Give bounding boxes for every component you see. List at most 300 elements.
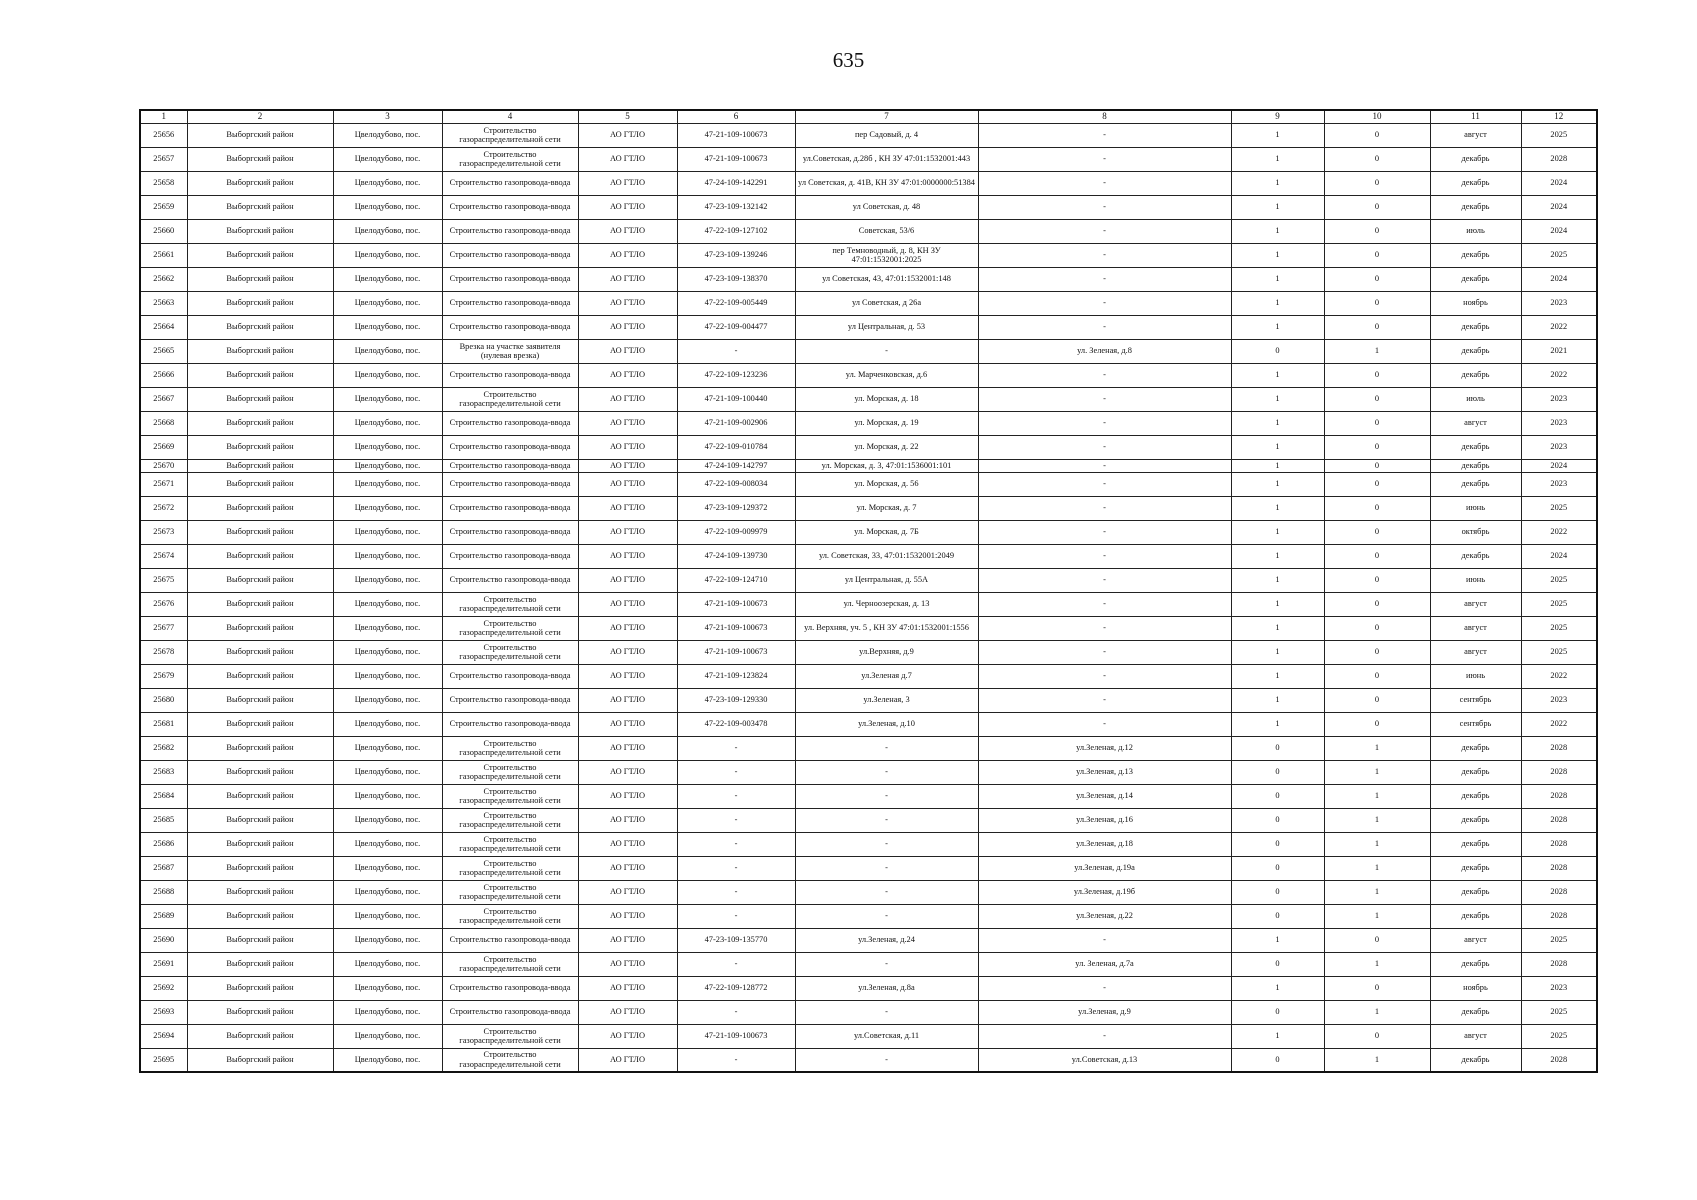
year-cell: 2025 bbox=[1521, 496, 1597, 520]
work-type-cell: Строительство газопровода-ввода bbox=[442, 472, 578, 496]
row-number-cell: 25693 bbox=[140, 1000, 187, 1024]
table-row bbox=[140, 195, 1597, 219]
contract-number-cell: 47-21-109-100673 bbox=[677, 592, 795, 616]
column-header: 6 bbox=[677, 110, 795, 123]
count-cell-b: 0 bbox=[1324, 195, 1430, 219]
table-row bbox=[140, 363, 1597, 387]
work-type-cell: Строительство газопровода-ввода bbox=[442, 291, 578, 315]
address-cell: пер Темноводный, д. 8, КН ЗУ 47:01:1532001:2025 bbox=[795, 243, 978, 267]
district-cell: Выборгский район bbox=[187, 195, 333, 219]
row-number-cell: 25656 bbox=[140, 123, 187, 147]
work-type-cell: Строительство газопровода-ввода bbox=[442, 568, 578, 592]
row-number-cell: 25659 bbox=[140, 195, 187, 219]
count-cell-b: 1 bbox=[1324, 1000, 1430, 1024]
work-type-cell: Строительство газопровода-ввода bbox=[442, 267, 578, 291]
district-cell: Выборгский район bbox=[187, 832, 333, 856]
connection-address-cell: - bbox=[978, 520, 1231, 544]
count-cell-b: 1 bbox=[1324, 760, 1430, 784]
table-row bbox=[140, 640, 1597, 664]
work-type-cell: Строительство газопровода-ввода bbox=[442, 496, 578, 520]
year-cell: 2028 bbox=[1521, 784, 1597, 808]
month-cell: август bbox=[1430, 928, 1521, 952]
address-cell: ул.Зеленая д.7 bbox=[795, 664, 978, 688]
organization-cell: АО ГТЛО bbox=[578, 952, 677, 976]
month-cell: октябрь bbox=[1430, 520, 1521, 544]
settlement-cell: Цвелодубово, пос. bbox=[333, 219, 442, 243]
table-row bbox=[140, 1048, 1597, 1072]
table-row bbox=[140, 472, 1597, 496]
district-cell: Выборгский район bbox=[187, 880, 333, 904]
address-cell: ул Советская, д. 48 bbox=[795, 195, 978, 219]
count-cell-b: 0 bbox=[1324, 387, 1430, 411]
address-cell: ул. Советская, 33, 47:01:1532001:2049 bbox=[795, 544, 978, 568]
table-row bbox=[140, 267, 1597, 291]
row-number-cell: 25682 bbox=[140, 736, 187, 760]
contract-number-cell: - bbox=[677, 808, 795, 832]
column-header: 8 bbox=[978, 110, 1231, 123]
address-cell: ул. Морская, д. 22 bbox=[795, 435, 978, 459]
connection-address-cell: ул.Зеленая, д.16 bbox=[978, 808, 1231, 832]
count-cell-a: 0 bbox=[1231, 808, 1324, 832]
settlement-cell: Цвелодубово, пос. bbox=[333, 784, 442, 808]
count-cell-b: 0 bbox=[1324, 976, 1430, 1000]
organization-cell: АО ГТЛО bbox=[578, 1048, 677, 1072]
connection-address-cell: - bbox=[978, 616, 1231, 640]
contract-number-cell: - bbox=[677, 904, 795, 928]
work-type-cell: Строительство газораспределительной сети bbox=[442, 904, 578, 928]
contract-number-cell: - bbox=[677, 784, 795, 808]
count-cell-a: 1 bbox=[1231, 928, 1324, 952]
count-cell-b: 0 bbox=[1324, 616, 1430, 640]
year-cell: 2024 bbox=[1521, 219, 1597, 243]
row-number-cell: 25660 bbox=[140, 219, 187, 243]
row-number-cell: 25688 bbox=[140, 880, 187, 904]
connection-address-cell: - bbox=[978, 592, 1231, 616]
work-type-cell: Строительство газопровода-ввода bbox=[442, 243, 578, 267]
year-cell: 2025 bbox=[1521, 243, 1597, 267]
count-cell-b: 1 bbox=[1324, 784, 1430, 808]
row-number-cell: 25687 bbox=[140, 856, 187, 880]
district-cell: Выборгский район bbox=[187, 123, 333, 147]
month-cell: декабрь bbox=[1430, 315, 1521, 339]
settlement-cell: Цвелодубово, пос. bbox=[333, 267, 442, 291]
column-header: 1 bbox=[140, 110, 187, 123]
count-cell-a: 1 bbox=[1231, 592, 1324, 616]
organization-cell: АО ГТЛО bbox=[578, 339, 677, 363]
district-cell: Выборгский район bbox=[187, 952, 333, 976]
month-cell: август bbox=[1430, 411, 1521, 435]
organization-cell: АО ГТЛО bbox=[578, 616, 677, 640]
month-cell: декабрь bbox=[1430, 808, 1521, 832]
organization-cell: АО ГТЛО bbox=[578, 267, 677, 291]
year-cell: 2025 bbox=[1521, 616, 1597, 640]
settlement-cell: Цвелодубово, пос. bbox=[333, 171, 442, 195]
district-cell: Выборгский район bbox=[187, 760, 333, 784]
settlement-cell: Цвелодубово, пос. bbox=[333, 544, 442, 568]
connection-address-cell: ул. Зеленая, д.8 bbox=[978, 339, 1231, 363]
count-cell-b: 1 bbox=[1324, 880, 1430, 904]
address-cell: ул.Советская, д.28б , КН ЗУ 47:01:1532001:443 bbox=[795, 147, 978, 171]
count-cell-a: 1 bbox=[1231, 472, 1324, 496]
address-cell: - bbox=[795, 856, 978, 880]
address-cell: ул.Зеленая, д.24 bbox=[795, 928, 978, 952]
row-number-cell: 25670 bbox=[140, 459, 187, 472]
count-cell-a: 1 bbox=[1231, 544, 1324, 568]
organization-cell: АО ГТЛО bbox=[578, 568, 677, 592]
table-row bbox=[140, 688, 1597, 712]
organization-cell: АО ГТЛО bbox=[578, 387, 677, 411]
table-row bbox=[140, 123, 1597, 147]
month-cell: декабрь bbox=[1430, 459, 1521, 472]
settlement-cell: Цвелодубово, пос. bbox=[333, 928, 442, 952]
month-cell: декабрь bbox=[1430, 952, 1521, 976]
settlement-cell: Цвелодубово, пос. bbox=[333, 496, 442, 520]
month-cell: август bbox=[1430, 592, 1521, 616]
settlement-cell: Цвелодубово, пос. bbox=[333, 291, 442, 315]
table-row bbox=[140, 1000, 1597, 1024]
connection-address-cell: ул.Зеленая, д.9 bbox=[978, 1000, 1231, 1024]
table-row bbox=[140, 880, 1597, 904]
address-cell: ул. Черноозерская, д. 13 bbox=[795, 592, 978, 616]
organization-cell: АО ГТЛО bbox=[578, 760, 677, 784]
count-cell-a: 1 bbox=[1231, 291, 1324, 315]
row-number-cell: 25679 bbox=[140, 664, 187, 688]
organization-cell: АО ГТЛО bbox=[578, 664, 677, 688]
contract-number-cell: 47-21-109-002906 bbox=[677, 411, 795, 435]
address-cell: - bbox=[795, 784, 978, 808]
row-number-cell: 25691 bbox=[140, 952, 187, 976]
table-row bbox=[140, 616, 1597, 640]
row-number-cell: 25683 bbox=[140, 760, 187, 784]
count-cell-a: 1 bbox=[1231, 387, 1324, 411]
year-cell: 2021 bbox=[1521, 339, 1597, 363]
work-type-cell: Строительство газораспределительной сети bbox=[442, 1048, 578, 1072]
count-cell-a: 0 bbox=[1231, 904, 1324, 928]
district-cell: Выборгский район bbox=[187, 1000, 333, 1024]
district-cell: Выборгский район bbox=[187, 363, 333, 387]
contract-number-cell: 47-22-109-009979 bbox=[677, 520, 795, 544]
district-cell: Выборгский район bbox=[187, 784, 333, 808]
count-cell-a: 0 bbox=[1231, 339, 1324, 363]
row-number-cell: 25657 bbox=[140, 147, 187, 171]
organization-cell: АО ГТЛО bbox=[578, 808, 677, 832]
table-row bbox=[140, 712, 1597, 736]
organization-cell: АО ГТЛО bbox=[578, 315, 677, 339]
count-cell-a: 1 bbox=[1231, 171, 1324, 195]
contract-number-cell: 47-22-109-003478 bbox=[677, 712, 795, 736]
work-type-cell: Строительство газораспределительной сети bbox=[442, 640, 578, 664]
connection-address-cell: - bbox=[978, 496, 1231, 520]
address-cell: ул Советская, д 26а bbox=[795, 291, 978, 315]
connection-address-cell: - bbox=[978, 1024, 1231, 1048]
row-number-cell: 25694 bbox=[140, 1024, 187, 1048]
row-number-cell: 25674 bbox=[140, 544, 187, 568]
year-cell: 2028 bbox=[1521, 856, 1597, 880]
work-type-cell: Строительство газопровода-ввода bbox=[442, 435, 578, 459]
year-cell: 2023 bbox=[1521, 387, 1597, 411]
contract-number-cell: - bbox=[677, 880, 795, 904]
count-cell-a: 1 bbox=[1231, 363, 1324, 387]
contract-number-cell: 47-24-109-142291 bbox=[677, 171, 795, 195]
address-cell: пер Садовый, д. 4 bbox=[795, 123, 978, 147]
count-cell-a: 1 bbox=[1231, 435, 1324, 459]
contract-number-cell: - bbox=[677, 339, 795, 363]
district-cell: Выборгский район bbox=[187, 267, 333, 291]
district-cell: Выборгский район bbox=[187, 736, 333, 760]
count-cell-b: 1 bbox=[1324, 832, 1430, 856]
month-cell: декабрь bbox=[1430, 171, 1521, 195]
organization-cell: АО ГТЛО bbox=[578, 291, 677, 315]
year-cell: 2028 bbox=[1521, 760, 1597, 784]
contract-number-cell: 47-22-109-128772 bbox=[677, 976, 795, 1000]
month-cell: декабрь bbox=[1430, 435, 1521, 459]
count-cell-b: 0 bbox=[1324, 568, 1430, 592]
row-number-cell: 25663 bbox=[140, 291, 187, 315]
address-cell: - bbox=[795, 904, 978, 928]
count-cell-b: 0 bbox=[1324, 435, 1430, 459]
district-cell: Выборгский район bbox=[187, 640, 333, 664]
count-cell-b: 0 bbox=[1324, 411, 1430, 435]
count-cell-a: 0 bbox=[1231, 952, 1324, 976]
contract-number-cell: 47-21-109-100440 bbox=[677, 387, 795, 411]
organization-cell: АО ГТЛО bbox=[578, 976, 677, 1000]
count-cell-a: 1 bbox=[1231, 1024, 1324, 1048]
settlement-cell: Цвелодубово, пос. bbox=[333, 195, 442, 219]
row-number-cell: 25692 bbox=[140, 976, 187, 1000]
count-cell-b: 0 bbox=[1324, 459, 1430, 472]
row-number-cell: 25662 bbox=[140, 267, 187, 291]
connection-address-cell: - bbox=[978, 267, 1231, 291]
organization-cell: АО ГТЛО bbox=[578, 1024, 677, 1048]
work-type-cell: Строительство газораспределительной сети bbox=[442, 832, 578, 856]
contract-number-cell: 47-22-109-123236 bbox=[677, 363, 795, 387]
district-cell: Выборгский район bbox=[187, 219, 333, 243]
count-cell-b: 0 bbox=[1324, 363, 1430, 387]
count-cell-b: 0 bbox=[1324, 928, 1430, 952]
district-cell: Выборгский район bbox=[187, 339, 333, 363]
address-cell: ул Центральная, д. 55А bbox=[795, 568, 978, 592]
count-cell-a: 1 bbox=[1231, 315, 1324, 339]
count-cell-b: 1 bbox=[1324, 808, 1430, 832]
row-number-cell: 25695 bbox=[140, 1048, 187, 1072]
work-type-cell: Строительство газораспределительной сети bbox=[442, 592, 578, 616]
work-type-cell: Строительство газопровода-ввода bbox=[442, 928, 578, 952]
column-header: 11 bbox=[1430, 110, 1521, 123]
contract-number-cell: 47-24-109-142797 bbox=[677, 459, 795, 472]
district-cell: Выборгский район bbox=[187, 472, 333, 496]
year-cell: 2024 bbox=[1521, 459, 1597, 472]
row-number-cell: 25676 bbox=[140, 592, 187, 616]
address-cell: ул. Верхняя, уч. 5 , КН ЗУ 47:01:1532001:1556 bbox=[795, 616, 978, 640]
organization-cell: АО ГТЛО bbox=[578, 880, 677, 904]
column-header: 2 bbox=[187, 110, 333, 123]
table-row bbox=[140, 147, 1597, 171]
organization-cell: АО ГТЛО bbox=[578, 736, 677, 760]
district-cell: Выборгский район bbox=[187, 435, 333, 459]
table-row bbox=[140, 904, 1597, 928]
settlement-cell: Цвелодубово, пос. bbox=[333, 315, 442, 339]
month-cell: декабрь bbox=[1430, 760, 1521, 784]
contract-number-cell: 47-23-109-129372 bbox=[677, 496, 795, 520]
settlement-cell: Цвелодубово, пос. bbox=[333, 832, 442, 856]
row-number-cell: 25686 bbox=[140, 832, 187, 856]
table-row bbox=[140, 171, 1597, 195]
work-type-cell: Строительство газораспределительной сети bbox=[442, 856, 578, 880]
work-type-cell: Строительство газопровода-ввода bbox=[442, 363, 578, 387]
month-cell: декабрь bbox=[1430, 784, 1521, 808]
organization-cell: АО ГТЛО bbox=[578, 904, 677, 928]
address-cell: ул. Морская, д. 56 bbox=[795, 472, 978, 496]
month-cell: декабрь bbox=[1430, 339, 1521, 363]
connection-address-cell: - bbox=[978, 712, 1231, 736]
count-cell-b: 0 bbox=[1324, 171, 1430, 195]
address-cell: - bbox=[795, 1048, 978, 1072]
row-number-cell: 25685 bbox=[140, 808, 187, 832]
settlement-cell: Цвелодубово, пос. bbox=[333, 640, 442, 664]
count-cell-a: 0 bbox=[1231, 760, 1324, 784]
count-cell-b: 1 bbox=[1324, 736, 1430, 760]
district-cell: Выборгский район bbox=[187, 904, 333, 928]
district-cell: Выборгский район bbox=[187, 568, 333, 592]
settlement-cell: Цвелодубово, пос. bbox=[333, 1000, 442, 1024]
year-cell: 2024 bbox=[1521, 195, 1597, 219]
year-cell: 2025 bbox=[1521, 1000, 1597, 1024]
month-cell: август bbox=[1430, 123, 1521, 147]
work-type-cell: Строительство газопровода-ввода bbox=[442, 688, 578, 712]
district-cell: Выборгский район bbox=[187, 171, 333, 195]
row-number-cell: 25689 bbox=[140, 904, 187, 928]
contract-number-cell: 47-21-109-100673 bbox=[677, 147, 795, 171]
settlement-cell: Цвелодубово, пос. bbox=[333, 904, 442, 928]
organization-cell: АО ГТЛО bbox=[578, 435, 677, 459]
year-cell: 2022 bbox=[1521, 520, 1597, 544]
count-cell-a: 1 bbox=[1231, 640, 1324, 664]
year-cell: 2022 bbox=[1521, 363, 1597, 387]
row-number-cell: 25669 bbox=[140, 435, 187, 459]
count-cell-b: 0 bbox=[1324, 243, 1430, 267]
row-number-cell: 25658 bbox=[140, 171, 187, 195]
table-row bbox=[140, 496, 1597, 520]
row-number-cell: 25661 bbox=[140, 243, 187, 267]
settlement-cell: Цвелодубово, пос. bbox=[333, 664, 442, 688]
organization-cell: АО ГТЛО bbox=[578, 472, 677, 496]
count-cell-b: 1 bbox=[1324, 952, 1430, 976]
contract-number-cell: 47-21-109-100673 bbox=[677, 616, 795, 640]
table-row bbox=[140, 339, 1597, 363]
table-row bbox=[140, 664, 1597, 688]
contract-number-cell: - bbox=[677, 1048, 795, 1072]
table-row bbox=[140, 808, 1597, 832]
work-type-cell: Строительство газораспределительной сети bbox=[442, 784, 578, 808]
district-cell: Выборгский район bbox=[187, 147, 333, 171]
contract-number-cell: 47-22-109-010784 bbox=[677, 435, 795, 459]
month-cell: декабрь bbox=[1430, 736, 1521, 760]
connection-address-cell: ул.Зеленая, д.19б bbox=[978, 880, 1231, 904]
year-cell: 2025 bbox=[1521, 592, 1597, 616]
count-cell-a: 0 bbox=[1231, 880, 1324, 904]
connection-address-cell: ул. Зеленая, д.7а bbox=[978, 952, 1231, 976]
connection-address-cell: - bbox=[978, 688, 1231, 712]
month-cell: декабрь bbox=[1430, 363, 1521, 387]
work-type-cell: Строительство газопровода-ввода bbox=[442, 411, 578, 435]
count-cell-b: 0 bbox=[1324, 640, 1430, 664]
count-cell-a: 0 bbox=[1231, 832, 1324, 856]
settlement-cell: Цвелодубово, пос. bbox=[333, 243, 442, 267]
row-number-cell: 25678 bbox=[140, 640, 187, 664]
address-cell: ул. Морская, д. 7Б bbox=[795, 520, 978, 544]
work-type-cell: Строительство газопровода-ввода bbox=[442, 520, 578, 544]
connection-address-cell: ул.Советская, д.13 bbox=[978, 1048, 1231, 1072]
connection-address-cell: - bbox=[978, 976, 1231, 1000]
connection-address-cell: ул.Зеленая, д.18 bbox=[978, 832, 1231, 856]
district-cell: Выборгский район bbox=[187, 520, 333, 544]
count-cell-b: 0 bbox=[1324, 712, 1430, 736]
work-type-cell: Строительство газопровода-ввода bbox=[442, 712, 578, 736]
table-row bbox=[140, 784, 1597, 808]
connection-address-cell: - bbox=[978, 195, 1231, 219]
address-cell: - bbox=[795, 760, 978, 784]
settlement-cell: Цвелодубово, пос. bbox=[333, 1024, 442, 1048]
address-cell: ул.Зеленая, 3 bbox=[795, 688, 978, 712]
count-cell-a: 1 bbox=[1231, 496, 1324, 520]
district-cell: Выборгский район bbox=[187, 712, 333, 736]
count-cell-b: 0 bbox=[1324, 472, 1430, 496]
contract-number-cell: - bbox=[677, 856, 795, 880]
work-type-cell: Строительство газораспределительной сети bbox=[442, 880, 578, 904]
row-number-cell: 25681 bbox=[140, 712, 187, 736]
settlement-cell: Цвелодубово, пос. bbox=[333, 339, 442, 363]
settlement-cell: Цвелодубово, пос. bbox=[333, 736, 442, 760]
row-number-cell: 25671 bbox=[140, 472, 187, 496]
connection-address-cell: - bbox=[978, 315, 1231, 339]
settlement-cell: Цвелодубово, пос. bbox=[333, 1048, 442, 1072]
month-cell: июль bbox=[1430, 387, 1521, 411]
table-row bbox=[140, 976, 1597, 1000]
count-cell-a: 1 bbox=[1231, 712, 1324, 736]
work-type-cell: Строительство газопровода-ввода bbox=[442, 171, 578, 195]
settlement-cell: Цвелодубово, пос. bbox=[333, 568, 442, 592]
count-cell-b: 0 bbox=[1324, 664, 1430, 688]
organization-cell: АО ГТЛО bbox=[578, 411, 677, 435]
count-cell-a: 1 bbox=[1231, 411, 1324, 435]
contract-number-cell: 47-21-109-100673 bbox=[677, 1024, 795, 1048]
settlement-cell: Цвелодубово, пос. bbox=[333, 856, 442, 880]
district-cell: Выборгский район bbox=[187, 291, 333, 315]
district-cell: Выборгский район bbox=[187, 387, 333, 411]
contract-number-cell: 47-23-109-139246 bbox=[677, 243, 795, 267]
work-type-cell: Строительство газопровода-ввода bbox=[442, 544, 578, 568]
organization-cell: АО ГТЛО bbox=[578, 123, 677, 147]
year-cell: 2022 bbox=[1521, 664, 1597, 688]
settlement-cell: Цвелодубово, пос. bbox=[333, 688, 442, 712]
table-row bbox=[140, 387, 1597, 411]
year-cell: 2025 bbox=[1521, 640, 1597, 664]
connection-address-cell: ул.Зеленая, д.19а bbox=[978, 856, 1231, 880]
contract-number-cell: 47-22-109-005449 bbox=[677, 291, 795, 315]
address-cell: - bbox=[795, 952, 978, 976]
organization-cell: АО ГТЛО bbox=[578, 147, 677, 171]
district-cell: Выборгский район bbox=[187, 411, 333, 435]
organization-cell: АО ГТЛО bbox=[578, 520, 677, 544]
table-row bbox=[140, 568, 1597, 592]
year-cell: 2028 bbox=[1521, 880, 1597, 904]
year-cell: 2024 bbox=[1521, 544, 1597, 568]
contract-number-cell: 47-21-109-100673 bbox=[677, 123, 795, 147]
table-body bbox=[140, 123, 1597, 1072]
month-cell: ноябрь bbox=[1430, 291, 1521, 315]
district-cell: Выборгский район bbox=[187, 616, 333, 640]
contract-number-cell: - bbox=[677, 760, 795, 784]
